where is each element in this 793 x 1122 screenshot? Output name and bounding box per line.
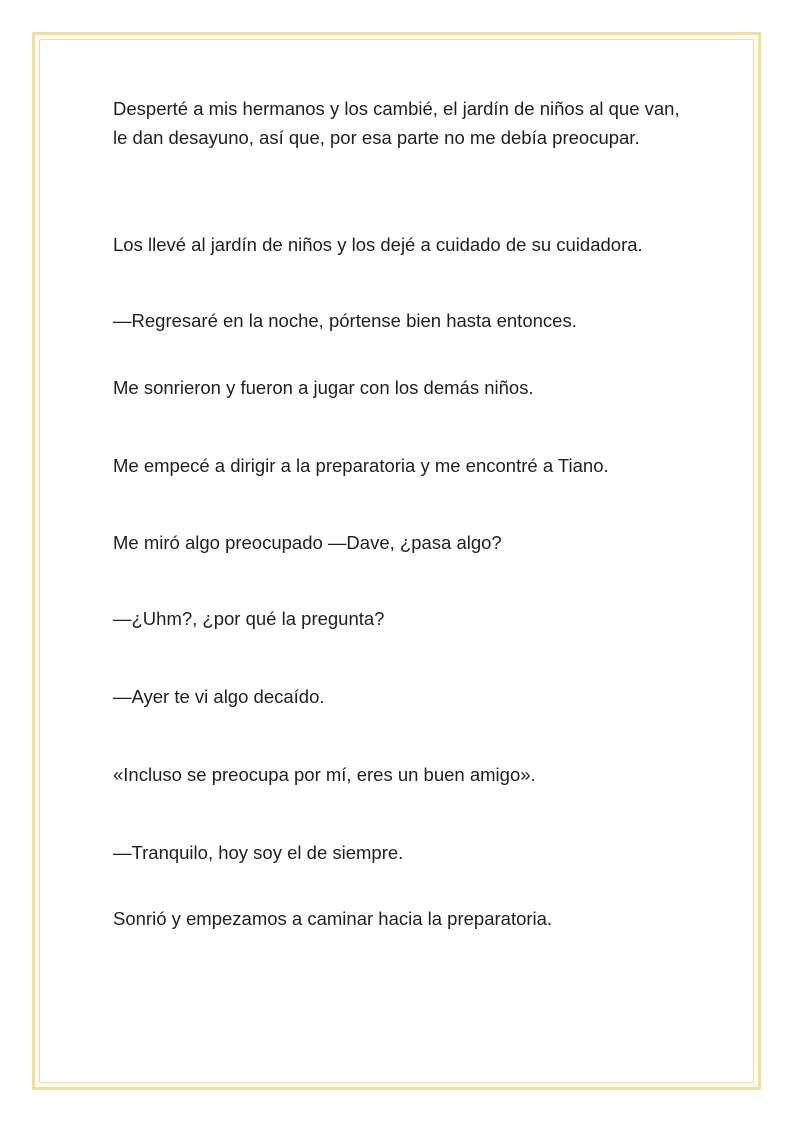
paragraph-9: «Incluso se preocupa por mí, eres un buen amigo». bbox=[113, 764, 536, 785]
paragraph-5: Me empecé a dirigir a la preparatoria y me encontré a Tiano. bbox=[113, 455, 609, 476]
paragraph-11: Sonrió y empezamos a caminar hacia la preparatoria. bbox=[113, 908, 553, 929]
paragraph-10: —Tranquilo, hoy soy el de siempre. bbox=[113, 842, 404, 863]
paragraph-3: —Regresaré en la noche, pórtense bien hasta entonces. bbox=[113, 310, 577, 331]
paragraph-4: Me sonrieron y fueron a jugar con los demás niños. bbox=[113, 377, 534, 398]
paragraph-1: Desperté a mis hermanos y los cambié, el jardín de niños al que van, le dan desayuno, así que, por esa parte no me debía preocupar. bbox=[113, 98, 680, 148]
paragraph-6: Me miró algo preocupado —Dave, ¿pasa algo? bbox=[113, 532, 502, 553]
paragraph-8: —Ayer te vi algo decaído. bbox=[113, 686, 325, 707]
paragraph-7: —¿Uhm?, ¿por qué la pregunta? bbox=[113, 608, 385, 629]
paragraph-2: Los llevé al jardín de niños y los dejé a cuidado de su cuidadora. bbox=[113, 234, 643, 255]
